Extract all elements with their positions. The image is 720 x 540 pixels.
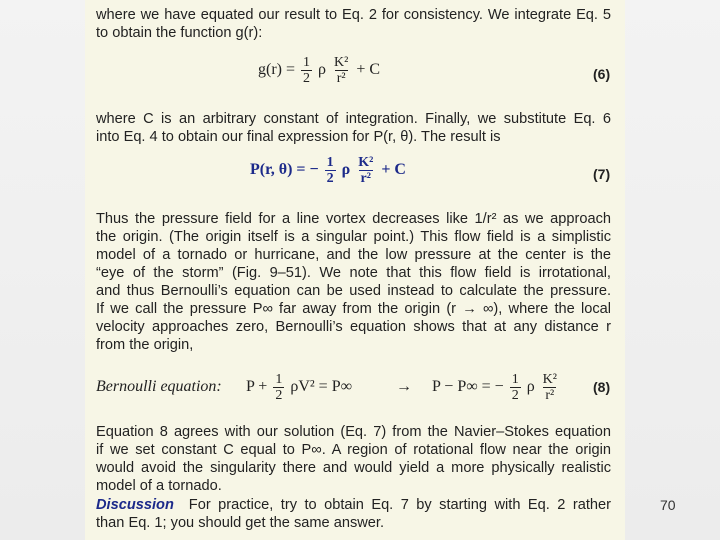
paragraph-pressure-field [96, 210, 611, 354]
fraction [356, 155, 375, 186]
text-line: “eye of the storm” (Fig. 9–51). We note that this flow field is irrotational, [96, 265, 611, 281]
rho-symbol: ρ [318, 61, 326, 79]
eq-right-side [432, 372, 561, 403]
discussion-label: Discussion [96, 497, 174, 513]
equation-number: (7) [593, 166, 611, 182]
text-line: would avoid the singularity there and would yield a more physically realistic [96, 460, 611, 476]
eq-rest: + C [356, 61, 381, 79]
numerator: 1 [326, 155, 334, 170]
eq-part: P + [246, 378, 268, 396]
denominator: r² [545, 388, 555, 403]
numerator: 1 [275, 372, 283, 387]
numerator: 1 [303, 55, 311, 70]
denominator: 2 [275, 388, 283, 403]
text-line: and thus Bernoulli’s equation can be used instead to calculate the pressure. [96, 283, 611, 299]
numerator: K² [358, 155, 374, 170]
text-line: where we have equated our result to Eq. 2 for consistency. We integrate Eq. 5 [96, 7, 611, 23]
fraction [301, 55, 312, 86]
text-line: velocity approaches zero, Bernoulli’s equation shows that at any distance r [96, 319, 611, 335]
paragraph-agreement [96, 423, 611, 495]
eq-lhs: P(r, θ) = − [250, 161, 319, 179]
left-margin [0, 0, 85, 540]
fraction [332, 55, 350, 86]
eq-part: P − P∞ = − [432, 378, 504, 396]
paragraph-intro [96, 6, 611, 42]
text-line: Thus the pressure field for a line vortex decreases like 1/r² as we approach [96, 211, 611, 227]
text-line: where C is an arbitrary constant of integration. Finally, we substitute Eq. 6 [96, 111, 611, 127]
equation-6 [258, 55, 380, 86]
text-line: If we call the pressure P∞ far away from the origin (r → ∞), where the local [96, 301, 611, 317]
numerator: K² [542, 372, 557, 387]
numerator: K² [334, 55, 349, 70]
eq-lhs: g(r) = [258, 61, 296, 79]
denominator: 2 [326, 171, 334, 186]
right-margin [625, 0, 720, 540]
fraction [273, 372, 284, 403]
eq-left-side [246, 372, 352, 403]
text-line: model of a tornado. [96, 478, 222, 494]
equation-number: (8) [593, 379, 611, 395]
denominator: 2 [511, 388, 519, 403]
eq-part: ρV² = P∞ [290, 378, 352, 396]
equation-number: (6) [593, 66, 611, 82]
text-line: Equation 8 agrees with our solution (Eq. 7) from the Navier–Stokes equation [96, 424, 611, 440]
fraction [510, 372, 521, 403]
arrow-icon: → [396, 378, 412, 395]
text-line: from the origin, [96, 337, 194, 353]
numerator: 1 [511, 372, 519, 387]
bernoulli-label: Bernoulli equation: [96, 378, 222, 395]
discussion-block [96, 496, 611, 532]
text-line: into Eq. 4 to obtain our final expression for P(r, θ). The result is [96, 129, 501, 145]
rho-symbol: ρ [526, 378, 535, 396]
denominator: r² [360, 171, 371, 186]
denominator: r² [336, 71, 346, 86]
discussion-text: For practice, try to obtain Eq. 7 by starting with Eq. 2 rather [188, 497, 611, 513]
eq-rest: + C [381, 161, 406, 179]
rho-symbol: ρ [341, 161, 351, 179]
text-line: the origin. (The origin itself is a singular point.) This flow field is a simplistic [96, 229, 611, 245]
text-line [96, 496, 611, 514]
text-line: if we set constant C equal to P∞. A region of rotational flow near the origin [96, 442, 611, 458]
paragraph-substitute [96, 110, 611, 146]
text-line: than Eq. 1; you should get the same answer. [96, 515, 385, 531]
equation-7 [250, 155, 406, 186]
fraction [325, 155, 336, 186]
page-number: 70 [660, 497, 676, 513]
text-line: to obtain the function g(r): [96, 25, 263, 41]
denominator: 2 [303, 71, 311, 86]
fraction [541, 372, 559, 403]
text-line: model of a tornado or hurricane, and the low pressure at the center is the [96, 247, 611, 263]
